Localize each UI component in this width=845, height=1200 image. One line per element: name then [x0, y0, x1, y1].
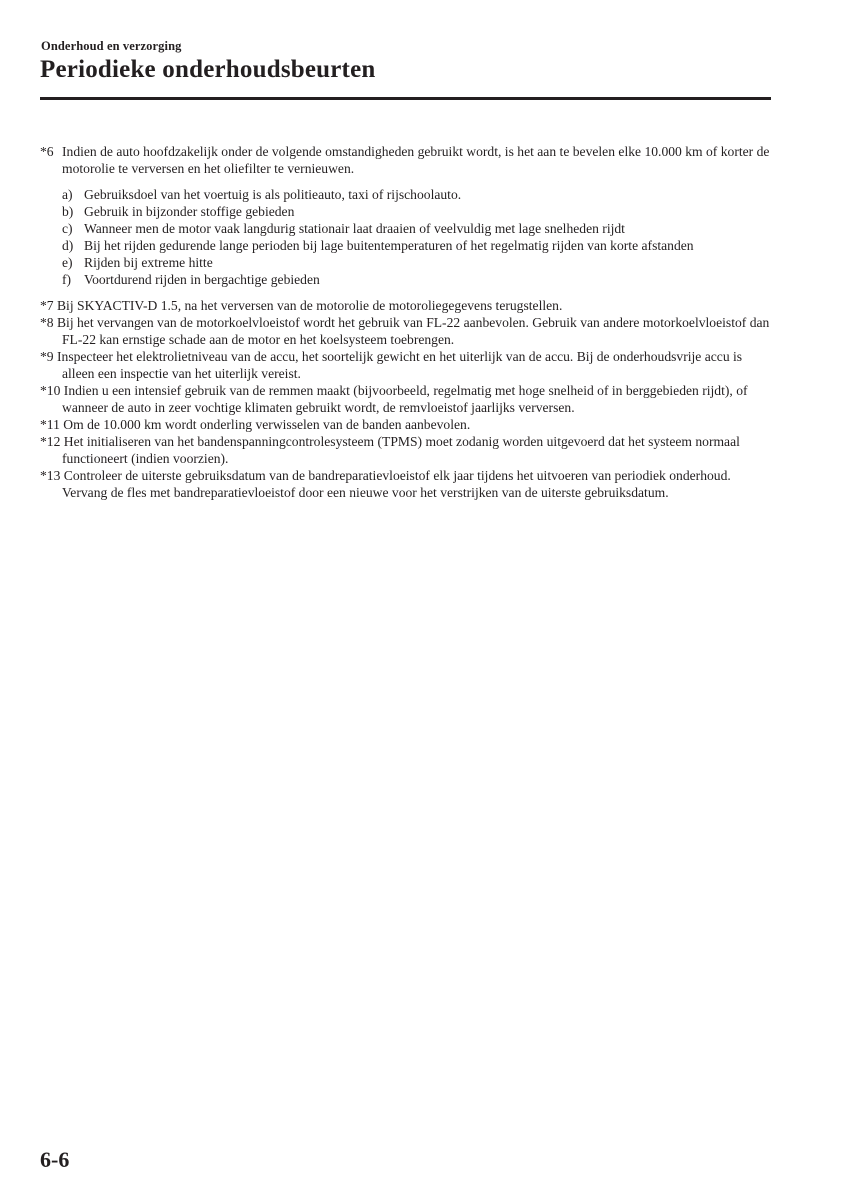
list-item-text: Gebruiksdoel van het voertuig is als politieauto, taxi of rijschoolauto.	[84, 187, 462, 202]
list-item-marker: b)	[62, 204, 74, 219]
note-10: *10 Indien u een intensief gebruik van de remmen maakt (bijvoorbeeld, regelmatig met hoge snelheid of in berggebieden rijdt), of wanneer de auto in zeer vochtige klimaten gebruikt wordt, de remvloeistof jaarlijks verversen.	[40, 383, 748, 415]
list-item-marker: f)	[62, 272, 72, 287]
title-divider	[40, 97, 771, 100]
list-item-marker: d)	[62, 238, 74, 253]
conditions-list	[62, 186, 775, 288]
note-6-marker: *6	[40, 144, 54, 159]
list-item	[62, 203, 775, 220]
list-item	[62, 254, 775, 271]
notes-content	[40, 143, 775, 501]
page-title: Periodieke onderhoudsbeurten	[40, 56, 376, 83]
list-item-text: Rijden bij extreme hitte	[84, 255, 213, 270]
note-9: *9 Inspecteer het elektrolietniveau van de accu, het soortelijk gewicht en het uiterlijk van de accu. Bij de onderhoudsvrije accu is alleen een inspectie van het uiterlijk vereist.	[40, 349, 743, 381]
note-11: *11 Om de 10.000 km wordt onderling verwisselen van de banden aanbevolen.	[40, 417, 471, 432]
list-item-marker: a)	[62, 187, 73, 202]
list-item-text: Voortdurend rijden in bergachtige gebieden	[84, 272, 320, 287]
list-item	[62, 271, 775, 288]
list-item-text: Gebruik in bijzonder stoffige gebieden	[84, 204, 295, 219]
page-number: 6-6	[40, 1147, 70, 1172]
list-item	[62, 220, 775, 237]
note-6	[40, 143, 775, 177]
list-item-marker: e)	[62, 255, 73, 270]
list-item-text: Bij het rijden gedurende lange perioden bij lage buitentemperaturen of het regelmatig rijden van korte afstanden	[84, 238, 694, 253]
note-12: *12 Het initialiseren van het bandenspanningcontrolesysteem (TPMS) moet zodanig worden uitgevoerd dat het systeem normaal functioneert (indien voorzien).	[40, 434, 740, 466]
list-item-text: Wanneer men de motor vaak langdurig stationair laat draaien of veelvuldig met lage snelheden rijdt	[84, 221, 625, 236]
note-8: *8 Bij het vervangen van de motorkoelvloeistof wordt het gebruik van FL-22 aanbevolen. Gebruik van andere motorkoelvloeistof dan FL-22 kan ernstige schade aan de motor en het koelsysteem toebrengen.	[40, 315, 770, 347]
note-7: *7 Bij SKYACTIV-D 1.5, na het verversen van de motorolie de motoroliegegevens terugstellen.	[40, 298, 563, 313]
section-label: Onderhoud en verzorging	[41, 39, 182, 53]
list-item	[62, 237, 775, 254]
note-13: *13 Controleer de uiterste gebruiksdatum van de bandreparatievloeistof elk jaar tijdens het uitvoeren van periodiek onderhoud. Vervang de fles met bandreparatievloeistof door een nieuwe voor het verstrijken van de uiterste gebruiksdatum.	[40, 468, 731, 500]
note-6-text: Indien de auto hoofdzakelijk onder de volgende omstandigheden gebruikt wordt, is het aan te bevelen elke 10.000 km of korter de motorolie te verversen en het oliefilter te vernieuwen.	[62, 144, 770, 176]
list-item	[62, 186, 775, 203]
list-item-marker: c)	[62, 221, 73, 236]
